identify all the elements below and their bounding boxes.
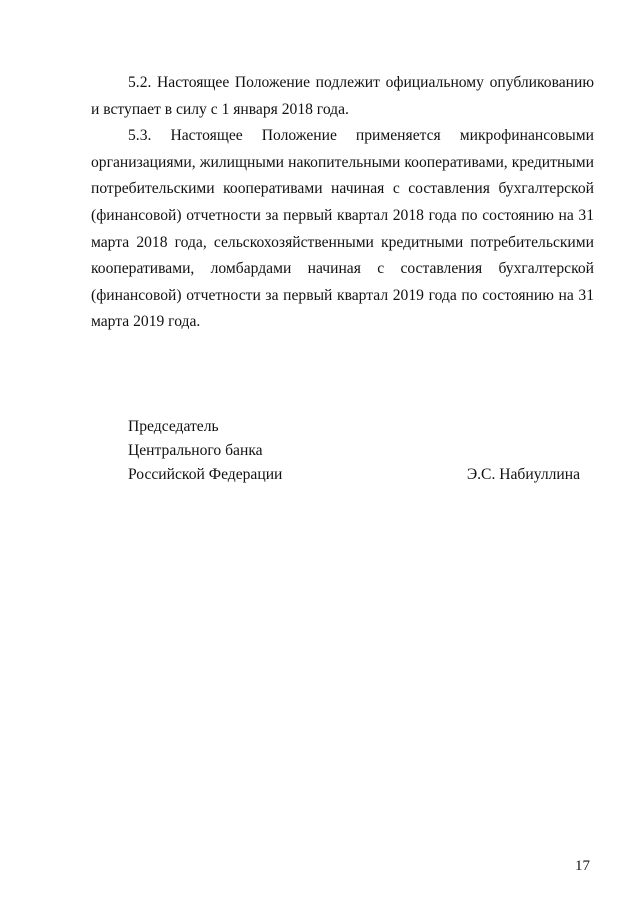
signatory-title-line2: Центрального банка bbox=[128, 442, 263, 459]
signature-block bbox=[128, 415, 580, 487]
signature-row bbox=[128, 463, 580, 487]
paragraph-5-2: 5.2. Настоящее Положение подлежит официальному опубликованию и вступает в силу с 1 января 2018 года. bbox=[91, 74, 594, 118]
signatory-title-line3: Российской Федерации bbox=[128, 466, 283, 483]
signatory-title-line1: Председатель bbox=[128, 418, 219, 435]
page-number: 17 bbox=[575, 858, 590, 874]
body-text bbox=[91, 70, 594, 336]
signatory-name: Э.С. Набиуллина bbox=[466, 466, 580, 483]
paragraph-5-3: 5.3. Настоящее Положение применяется микрофинансовыми организациями, жилищными накопительными кооперативами, кредитными потребительскими кооперативами начиная с составления бухгалтерской (финансовой) отчетности за первый квартал 2018 года по состоянию на 31 марта 2018 года, сельскохозяйственными кредитными потребительскими кооперативами, ломбардами начиная с составления бухгалтерской (финансовой) отчетности за первый квартал 2019 года по состоянию на 31 марта 2019 года. bbox=[91, 127, 594, 331]
